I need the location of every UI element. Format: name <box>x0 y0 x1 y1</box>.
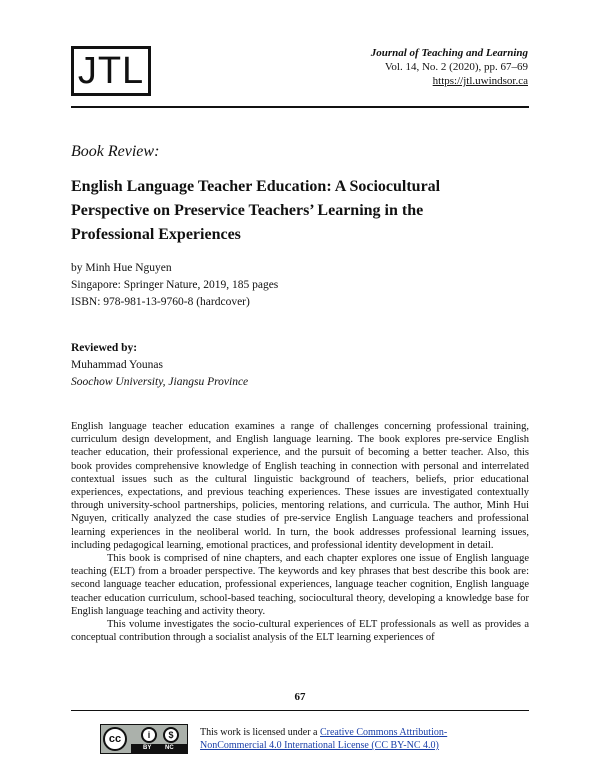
body-paragraph: English language teacher education examines a range of challenges concerning professional training, curriculum design development, and English language learning. The book explores pre-service English teacher education, their professional experience, and the pursuit of becoming a better teacher. Also, this book provides comprehensive knowledge of English teaching in connection with personal and interrelated contextual issues such as the cultural linguistic background of teachers, beliefs, prior educational experiences, expectations, and previous teaching experiences. These issues are investigated contextually through university-school partnerships, policies, mentoring relations, and curricula. The author, Minh Hui Nguyen, critically analyzed the case studies of pre-service English Language teachers and professional learning experiences in the neoliberal world. In turn, the book addresses professional learning issues, including pedagogical learning, emotional practices, and professional identity development in detail. <box>71 421 529 551</box>
body-paragraph: This volume investigates the socio-cultural experiences of ELT professionals as well as provides a conceptual contribution through a socialist analysis of the ELT learning experiences of <box>71 619 529 644</box>
section-label: Book Review: <box>71 143 160 160</box>
article-body <box>71 420 529 644</box>
reviewer-block <box>71 340 248 391</box>
article-title: English Language Teacher Education: A Sociocultural Perspective on Preservice Teachers’ Learning in the Professional Experiences <box>71 178 441 243</box>
journal-volume: Vol. 14, No. 2 (2020), pp. 67–69 <box>384 61 528 73</box>
body-paragraph: This book is comprised of nine chapters, and each chapter explores one issue of English language teaching (ELT) from a broader perspective. The keywords and key phrases that best describe this book are: second language teacher education, professional experiences, language teacher cognition, English language teacher education curriculum, school-based teaching, sociocultural theory, developing a knowledge base for English language teaching and activity theory. <box>71 553 529 617</box>
cc-badge-strip <box>131 744 187 753</box>
book-publisher: Singapore: Springer Nature, 2019, 185 pages <box>71 279 279 291</box>
noncommercial-dollar-icon: $ <box>163 727 179 743</box>
header-rule <box>71 106 529 108</box>
journal-info <box>371 46 528 88</box>
book-author: by Minh Hue Nguyen <box>71 262 172 274</box>
license-prefix: This work is licensed under a <box>200 727 320 738</box>
footer-rule <box>71 710 529 711</box>
license-notice <box>200 726 447 752</box>
book-isbn: ISBN: 978-981-13-9760-8 (hardcover) <box>71 296 250 308</box>
journal-logo: JTL <box>71 46 151 96</box>
reviewed-by-label: Reviewed by: <box>71 342 138 354</box>
book-meta <box>71 260 278 311</box>
license-link[interactable]: Creative Commons Attribution- <box>319 727 448 738</box>
cc-icon: cc <box>103 727 127 751</box>
reviewer-name: Muhammad Younas <box>71 359 164 371</box>
journal-name: Journal of Teaching and Learning <box>370 47 528 59</box>
reviewer-affiliation: Soochow University, Jiangsu Province <box>71 376 249 388</box>
license-link-continued[interactable]: NonCommercial 4.0 International License (CC BY-NC 4.0) <box>200 740 439 751</box>
page-number: 67 <box>294 691 306 703</box>
badge-by-label: BY <box>143 745 152 751</box>
journal-url-link[interactable]: https://jtl.uwindsor.ca <box>432 75 528 87</box>
badge-nc-label: NC <box>165 745 174 751</box>
cc-license-badge[interactable] <box>100 724 188 754</box>
attribution-person-icon: i <box>141 727 157 743</box>
